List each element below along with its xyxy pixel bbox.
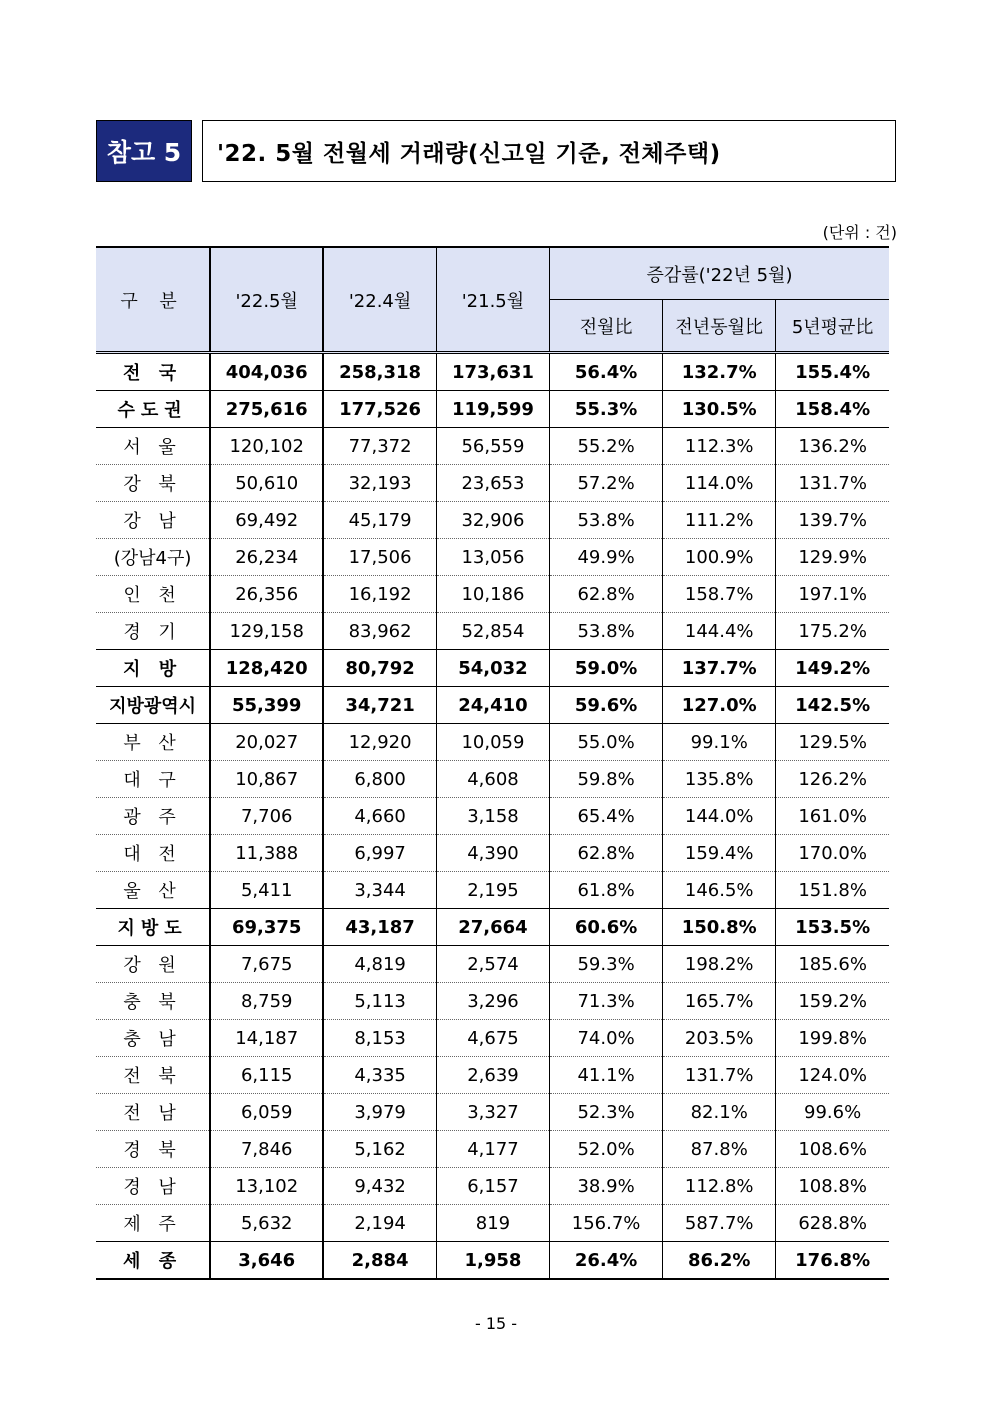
table-row: [96, 687, 889, 724]
cell-2022-may: 128,420: [210, 650, 323, 687]
cell-2022-may: 20,027: [210, 724, 323, 761]
row-region: 강 북: [96, 465, 210, 502]
cell-yoy: 130.5%: [663, 391, 776, 428]
row-region: 경 남: [96, 1168, 210, 1205]
cell-mom: 156.7%: [550, 1205, 663, 1242]
cell-5y-avg: 108.8%: [776, 1168, 889, 1205]
cell-5y-avg: 176.8%: [776, 1242, 889, 1280]
cell-mom: 59.8%: [550, 761, 663, 798]
row-region: 강 원: [96, 946, 210, 983]
cell-2022-apr: 8,153: [323, 1020, 436, 1057]
table-row: [96, 872, 889, 909]
table-row: [96, 650, 889, 687]
cell-2021-may: 24,410: [436, 687, 549, 724]
cell-2022-may: 7,846: [210, 1131, 323, 1168]
cell-yoy: 112.3%: [663, 428, 776, 465]
table-row: [96, 1020, 889, 1057]
cell-2022-may: 69,375: [210, 909, 323, 946]
header-5y-avg: 5년평균比: [776, 300, 889, 353]
cell-2022-apr: 12,920: [323, 724, 436, 761]
table-row: [96, 1205, 889, 1242]
row-region: 대 구: [96, 761, 210, 798]
cell-yoy: 111.2%: [663, 502, 776, 539]
table-row: [96, 613, 889, 650]
cell-5y-avg: 155.4%: [776, 353, 889, 391]
cell-5y-avg: 126.2%: [776, 761, 889, 798]
cell-2022-may: 5,632: [210, 1205, 323, 1242]
cell-2021-may: 173,631: [436, 353, 549, 391]
cell-mom: 59.0%: [550, 650, 663, 687]
cell-2021-may: 13,056: [436, 539, 549, 576]
cell-mom: 62.8%: [550, 576, 663, 613]
cell-2022-may: 3,646: [210, 1242, 323, 1280]
cell-2022-apr: 32,193: [323, 465, 436, 502]
cell-2022-apr: 6,800: [323, 761, 436, 798]
cell-2022-may: 5,411: [210, 872, 323, 909]
cell-yoy: 150.8%: [663, 909, 776, 946]
table-row: [96, 1057, 889, 1094]
cell-2022-apr: 9,432: [323, 1168, 436, 1205]
table-row: [96, 391, 889, 428]
table-row: [96, 465, 889, 502]
table-row: [96, 353, 889, 391]
header-2022-apr: '22.4월: [323, 247, 436, 353]
section-title: '22. 5월 전월세 거래량(신고일 기준, 전체주택): [202, 120, 896, 182]
row-region: 전 국: [96, 353, 210, 391]
cell-2022-may: 275,616: [210, 391, 323, 428]
cell-2021-may: 4,608: [436, 761, 549, 798]
cell-2021-may: 10,059: [436, 724, 549, 761]
cell-5y-avg: 149.2%: [776, 650, 889, 687]
cell-mom: 57.2%: [550, 465, 663, 502]
cell-mom: 60.6%: [550, 909, 663, 946]
cell-2021-may: 3,296: [436, 983, 549, 1020]
cell-2021-may: 4,390: [436, 835, 549, 872]
table-row: [96, 724, 889, 761]
cell-yoy: 144.0%: [663, 798, 776, 835]
cell-mom: 26.4%: [550, 1242, 663, 1280]
table-row: [96, 1242, 889, 1280]
cell-2022-apr: 34,721: [323, 687, 436, 724]
cell-5y-avg: 158.4%: [776, 391, 889, 428]
cell-2022-may: 14,187: [210, 1020, 323, 1057]
cell-5y-avg: 159.2%: [776, 983, 889, 1020]
row-region: 지 방: [96, 650, 210, 687]
cell-mom: 38.9%: [550, 1168, 663, 1205]
cell-5y-avg: 129.9%: [776, 539, 889, 576]
cell-2022-may: 26,356: [210, 576, 323, 613]
cell-2021-may: 119,599: [436, 391, 549, 428]
cell-2022-apr: 17,506: [323, 539, 436, 576]
cell-5y-avg: 151.8%: [776, 872, 889, 909]
cell-2021-may: 2,195: [436, 872, 549, 909]
cell-2022-apr: 5,162: [323, 1131, 436, 1168]
cell-2022-apr: 80,792: [323, 650, 436, 687]
cell-2022-may: 129,158: [210, 613, 323, 650]
cell-2022-may: 7,675: [210, 946, 323, 983]
cell-yoy: 112.8%: [663, 1168, 776, 1205]
row-region: 충 남: [96, 1020, 210, 1057]
cell-mom: 56.4%: [550, 353, 663, 391]
cell-mom: 53.8%: [550, 502, 663, 539]
cell-2022-apr: 4,335: [323, 1057, 436, 1094]
table-body: [96, 353, 889, 1280]
table-row: [96, 428, 889, 465]
cell-2022-apr: 43,187: [323, 909, 436, 946]
cell-2022-apr: 258,318: [323, 353, 436, 391]
cell-mom: 59.3%: [550, 946, 663, 983]
cell-5y-avg: 136.2%: [776, 428, 889, 465]
cell-5y-avg: 170.0%: [776, 835, 889, 872]
row-region: 경 북: [96, 1131, 210, 1168]
cell-2022-may: 69,492: [210, 502, 323, 539]
cell-2021-may: 1,958: [436, 1242, 549, 1280]
cell-5y-avg: 124.0%: [776, 1057, 889, 1094]
table-row: [96, 946, 889, 983]
unit-note: (단위 : 건): [822, 223, 897, 242]
cell-2021-may: 3,327: [436, 1094, 549, 1131]
header-rate-group: 증감률('22년 5월): [550, 247, 889, 300]
cell-2021-may: 3,158: [436, 798, 549, 835]
cell-mom: 49.9%: [550, 539, 663, 576]
cell-2021-may: 2,574: [436, 946, 549, 983]
cell-mom: 59.6%: [550, 687, 663, 724]
cell-yoy: 99.1%: [663, 724, 776, 761]
cell-yoy: 203.5%: [663, 1020, 776, 1057]
cell-2021-may: 23,653: [436, 465, 549, 502]
cell-mom: 55.0%: [550, 724, 663, 761]
cell-mom: 71.3%: [550, 983, 663, 1020]
cell-yoy: 114.0%: [663, 465, 776, 502]
header-2021-may: '21.5월: [436, 247, 549, 353]
cell-mom: 55.3%: [550, 391, 663, 428]
cell-mom: 41.1%: [550, 1057, 663, 1094]
row-region: 강 남: [96, 502, 210, 539]
cell-yoy: 159.4%: [663, 835, 776, 872]
cell-2022-apr: 3,344: [323, 872, 436, 909]
row-region: 대 전: [96, 835, 210, 872]
cell-yoy: 135.8%: [663, 761, 776, 798]
cell-2021-may: 52,854: [436, 613, 549, 650]
row-region: 광 주: [96, 798, 210, 835]
cell-5y-avg: 131.7%: [776, 465, 889, 502]
cell-yoy: 100.9%: [663, 539, 776, 576]
header-region: 구 분: [96, 247, 210, 353]
cell-5y-avg: 108.6%: [776, 1131, 889, 1168]
cell-2022-apr: 6,997: [323, 835, 436, 872]
cell-yoy: 137.7%: [663, 650, 776, 687]
cell-mom: 53.8%: [550, 613, 663, 650]
cell-yoy: 87.8%: [663, 1131, 776, 1168]
cell-5y-avg: 142.5%: [776, 687, 889, 724]
cell-yoy: 158.7%: [663, 576, 776, 613]
table-row: [96, 798, 889, 835]
cell-mom: 62.8%: [550, 835, 663, 872]
cell-2022-apr: 4,660: [323, 798, 436, 835]
cell-2022-apr: 16,192: [323, 576, 436, 613]
cell-2022-may: 404,036: [210, 353, 323, 391]
cell-2021-may: 32,906: [436, 502, 549, 539]
cell-2022-may: 26,234: [210, 539, 323, 576]
row-region: 전 남: [96, 1094, 210, 1131]
cell-mom: 74.0%: [550, 1020, 663, 1057]
cell-5y-avg: 199.8%: [776, 1020, 889, 1057]
cell-yoy: 131.7%: [663, 1057, 776, 1094]
cell-2021-may: 54,032: [436, 650, 549, 687]
table-row: [96, 539, 889, 576]
cell-2021-may: 4,177: [436, 1131, 549, 1168]
cell-mom: 61.8%: [550, 872, 663, 909]
cell-2022-apr: 2,194: [323, 1205, 436, 1242]
header-2022-may: '22.5월: [210, 247, 323, 353]
cell-5y-avg: 99.6%: [776, 1094, 889, 1131]
cell-5y-avg: 185.6%: [776, 946, 889, 983]
header-yoy: 전년동월比: [663, 300, 776, 353]
page-number: - 15 -: [474, 1314, 518, 1333]
cell-2022-may: 120,102: [210, 428, 323, 465]
cell-2021-may: 4,675: [436, 1020, 549, 1057]
cell-5y-avg: 197.1%: [776, 576, 889, 613]
cell-2022-may: 6,059: [210, 1094, 323, 1131]
table-row: [96, 909, 889, 946]
cell-yoy: 132.7%: [663, 353, 776, 391]
cell-2021-may: 10,186: [436, 576, 549, 613]
cell-2022-may: 10,867: [210, 761, 323, 798]
row-region: 부 산: [96, 724, 210, 761]
cell-2021-may: 56,559: [436, 428, 549, 465]
cell-2022-may: 7,706: [210, 798, 323, 835]
row-region: 인 천: [96, 576, 210, 613]
cell-mom: 52.3%: [550, 1094, 663, 1131]
row-region: 세 종: [96, 1242, 210, 1280]
table-row: [96, 983, 889, 1020]
row-region: 지방도: [96, 909, 210, 946]
cell-2021-may: 27,664: [436, 909, 549, 946]
header-mom: 전월比: [550, 300, 663, 353]
cell-2022-apr: 177,526: [323, 391, 436, 428]
cell-2022-may: 50,610: [210, 465, 323, 502]
cell-2022-apr: 4,819: [323, 946, 436, 983]
cell-5y-avg: 175.2%: [776, 613, 889, 650]
reference-badge: 참고 5: [96, 120, 192, 182]
table-row: [96, 576, 889, 613]
cell-yoy: 127.0%: [663, 687, 776, 724]
row-region: 서 울: [96, 428, 210, 465]
cell-5y-avg: 628.8%: [776, 1205, 889, 1242]
row-region: 수도권: [96, 391, 210, 428]
table-row: [96, 1168, 889, 1205]
row-region: 울 산: [96, 872, 210, 909]
cell-2021-may: 2,639: [436, 1057, 549, 1094]
row-region: 지방광역시: [96, 687, 210, 724]
table-row: [96, 1094, 889, 1131]
cell-2022-may: 11,388: [210, 835, 323, 872]
row-region: 제 주: [96, 1205, 210, 1242]
cell-yoy: 165.7%: [663, 983, 776, 1020]
cell-2022-may: 55,399: [210, 687, 323, 724]
cell-mom: 55.2%: [550, 428, 663, 465]
cell-yoy: 146.5%: [663, 872, 776, 909]
cell-2022-apr: 45,179: [323, 502, 436, 539]
cell-2022-apr: 2,884: [323, 1242, 436, 1280]
table-row: [96, 502, 889, 539]
cell-yoy: 82.1%: [663, 1094, 776, 1131]
row-region: 전 북: [96, 1057, 210, 1094]
cell-5y-avg: 139.7%: [776, 502, 889, 539]
cell-2022-may: 13,102: [210, 1168, 323, 1205]
cell-2022-apr: 3,979: [323, 1094, 436, 1131]
cell-yoy: 587.7%: [663, 1205, 776, 1242]
cell-2022-apr: 5,113: [323, 983, 436, 1020]
cell-2022-may: 8,759: [210, 983, 323, 1020]
row-region: (강남4구): [96, 539, 210, 576]
section-header: [96, 120, 896, 182]
cell-5y-avg: 161.0%: [776, 798, 889, 835]
row-region: 경 기: [96, 613, 210, 650]
cell-2021-may: 819: [436, 1205, 549, 1242]
cell-yoy: 144.4%: [663, 613, 776, 650]
cell-2022-apr: 77,372: [323, 428, 436, 465]
cell-2022-may: 6,115: [210, 1057, 323, 1094]
table-row: [96, 835, 889, 872]
cell-yoy: 86.2%: [663, 1242, 776, 1280]
table-row: [96, 1131, 889, 1168]
cell-mom: 65.4%: [550, 798, 663, 835]
row-region: 충 북: [96, 983, 210, 1020]
cell-2022-apr: 83,962: [323, 613, 436, 650]
cell-2021-may: 6,157: [436, 1168, 549, 1205]
table-row: [96, 761, 889, 798]
transaction-table: [96, 246, 889, 1280]
cell-5y-avg: 129.5%: [776, 724, 889, 761]
cell-5y-avg: 153.5%: [776, 909, 889, 946]
cell-mom: 52.0%: [550, 1131, 663, 1168]
cell-yoy: 198.2%: [663, 946, 776, 983]
